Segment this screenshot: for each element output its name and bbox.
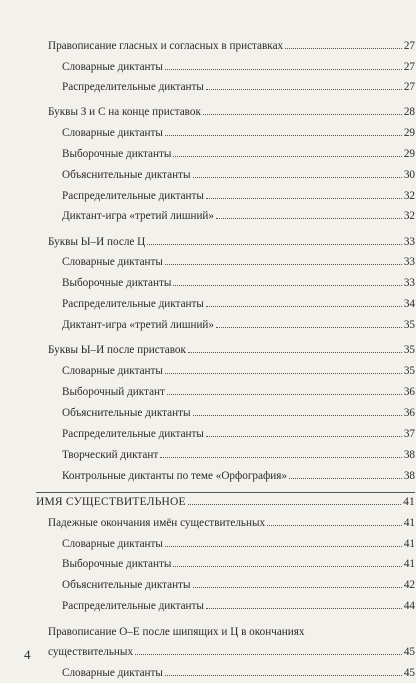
dot-leader xyxy=(193,587,402,588)
toc-title: Словарные диктанты xyxy=(62,61,163,73)
toc-item[interactable] xyxy=(62,558,415,572)
dot-leader xyxy=(173,285,401,286)
toc-section[interactable] xyxy=(36,496,415,510)
toc-heading[interactable] xyxy=(48,344,415,358)
dot-leader xyxy=(173,156,401,157)
dot-leader xyxy=(135,654,402,655)
toc-title: Объяснительные диктанты xyxy=(62,579,191,591)
toc-page-number: 35 xyxy=(403,365,415,377)
toc-page-number: 32 xyxy=(403,190,415,202)
toc-page-number: 27 xyxy=(403,81,415,93)
dot-leader xyxy=(206,198,402,199)
toc-heading[interactable] xyxy=(48,40,415,54)
dot-leader xyxy=(267,525,402,526)
toc-item[interactable] xyxy=(62,127,415,141)
toc-title: Словарные диктанты xyxy=(62,256,163,268)
toc-title: Распределительные диктанты xyxy=(62,81,204,93)
toc-heading[interactable] xyxy=(48,236,415,250)
toc-title: Контрольные диктанты по теме «Орфография» xyxy=(62,470,287,482)
toc-title: Словарные диктанты xyxy=(62,667,163,679)
toc-page-number: 36 xyxy=(403,407,415,419)
toc-title: Распределительные диктанты xyxy=(62,190,204,202)
toc-title: Буквы Ы–И после Ц xyxy=(48,236,146,248)
dot-leader xyxy=(165,264,402,265)
toc-item[interactable] xyxy=(62,407,415,421)
dot-leader xyxy=(216,218,402,219)
toc-title: Выборочные диктанты xyxy=(62,558,172,570)
dot-leader xyxy=(173,566,401,567)
toc-title: существительных xyxy=(48,646,134,658)
section-title: ИМЯ СУЩЕСТВИТЕЛЬНОЕ xyxy=(36,496,186,508)
toc-item[interactable] xyxy=(62,538,415,552)
toc-heading-line[interactable] xyxy=(48,626,415,640)
toc-page-number: 35 xyxy=(403,344,415,356)
dot-leader xyxy=(206,436,402,437)
toc-item[interactable] xyxy=(62,319,415,333)
dot-leader xyxy=(285,48,402,49)
toc-item[interactable] xyxy=(62,298,415,312)
dot-leader xyxy=(167,394,402,395)
toc-item[interactable] xyxy=(62,81,415,95)
toc-title: Объяснительные диктанты xyxy=(62,169,191,181)
toc-title: Словарные диктанты xyxy=(62,365,163,377)
toc-page-number: 29 xyxy=(403,127,415,139)
toc-item[interactable] xyxy=(62,600,415,614)
toc-item[interactable] xyxy=(62,277,415,291)
toc-heading[interactable] xyxy=(48,106,415,120)
toc-page-number: 33 xyxy=(403,277,415,289)
toc-page-number: 45 xyxy=(403,646,415,658)
toc-page-number: 36 xyxy=(403,386,415,398)
dot-leader xyxy=(165,546,402,547)
toc-page-number: 38 xyxy=(403,449,415,461)
dot-leader xyxy=(203,114,402,115)
toc-item[interactable] xyxy=(62,256,415,270)
dot-leader xyxy=(165,373,402,374)
toc-item[interactable] xyxy=(62,386,415,400)
toc-title: Буквы Ы–И после приставок xyxy=(48,344,186,356)
toc-page-number: 41 xyxy=(403,558,415,570)
toc-page-number: 27 xyxy=(403,61,415,73)
toc-item[interactable] xyxy=(62,210,415,224)
toc-title: Выборочные диктанты xyxy=(62,277,172,289)
toc-item[interactable] xyxy=(62,667,415,681)
toc-heading[interactable] xyxy=(48,517,415,531)
dot-leader xyxy=(188,504,401,505)
toc-page-number: 45 xyxy=(403,667,415,679)
dot-leader xyxy=(206,89,402,90)
section-divider xyxy=(36,492,415,493)
toc-item[interactable] xyxy=(62,190,415,204)
dot-leader xyxy=(206,608,402,609)
toc-page-number: 41 xyxy=(403,517,415,529)
toc-title: Правописание О–Е после шипящих и Ц в окончаниях xyxy=(48,626,305,638)
toc-item[interactable] xyxy=(62,169,415,183)
toc-page-number: 42 xyxy=(403,579,415,591)
toc-title: Распределительные диктанты xyxy=(62,600,204,612)
dot-leader xyxy=(147,244,402,245)
dot-leader xyxy=(165,69,402,70)
dot-leader xyxy=(165,135,402,136)
toc-title: Словарные диктанты xyxy=(62,538,163,550)
toc-item[interactable] xyxy=(62,365,415,379)
toc-page-number: 32 xyxy=(403,210,415,222)
dot-leader xyxy=(188,352,402,353)
toc-title: Творческий диктант xyxy=(62,449,159,461)
toc-title: Распределительные диктанты xyxy=(62,298,204,310)
toc-title: Диктант-игра «третий лишний» xyxy=(62,210,215,222)
toc-item[interactable] xyxy=(62,470,415,484)
page-number: 4 xyxy=(24,647,31,662)
toc-page-number: 28 xyxy=(403,106,415,118)
toc-title: Выборочные диктанты xyxy=(62,148,172,160)
dot-leader xyxy=(216,327,402,328)
dot-leader xyxy=(193,415,402,416)
toc-page-number: 29 xyxy=(403,148,415,160)
toc-title: Диктант-игра «третий лишний» xyxy=(62,319,215,331)
dot-leader xyxy=(193,177,402,178)
toc-page-number: 33 xyxy=(403,236,415,248)
toc-page-number: 41 xyxy=(403,496,415,508)
dot-leader xyxy=(165,675,402,676)
toc-page-number: 33 xyxy=(403,256,415,268)
toc-title: Распределительные диктанты xyxy=(62,428,204,440)
toc-page-number: 34 xyxy=(403,298,415,310)
toc-page-number: 35 xyxy=(403,319,415,331)
toc-item[interactable] xyxy=(62,148,415,162)
toc-page-number: 41 xyxy=(403,538,415,550)
dot-leader xyxy=(206,306,402,307)
toc-page-number: 37 xyxy=(403,428,415,440)
toc-title: Буквы З и С на конце приставок xyxy=(48,106,201,118)
toc-page-number: 30 xyxy=(403,169,415,181)
toc-title: Словарные диктанты xyxy=(62,127,163,139)
toc-title: Падежные окончания имён существительных xyxy=(48,517,266,529)
toc-title: Объяснительные диктанты xyxy=(62,407,191,419)
toc-title: Правописание гласных и согласных в приставках xyxy=(48,40,284,52)
toc-item[interactable] xyxy=(62,61,415,75)
toc-page-number: 38 xyxy=(403,470,415,482)
toc-title: Выборочный диктант xyxy=(62,386,165,398)
toc-item[interactable] xyxy=(62,579,415,593)
toc-item[interactable] xyxy=(62,428,415,442)
toc-heading[interactable] xyxy=(48,646,415,660)
dot-leader xyxy=(289,478,402,479)
toc-page-number: 27 xyxy=(403,40,415,52)
toc-item[interactable] xyxy=(62,449,415,463)
toc-page-number: 44 xyxy=(403,600,415,612)
dot-leader xyxy=(160,457,402,458)
